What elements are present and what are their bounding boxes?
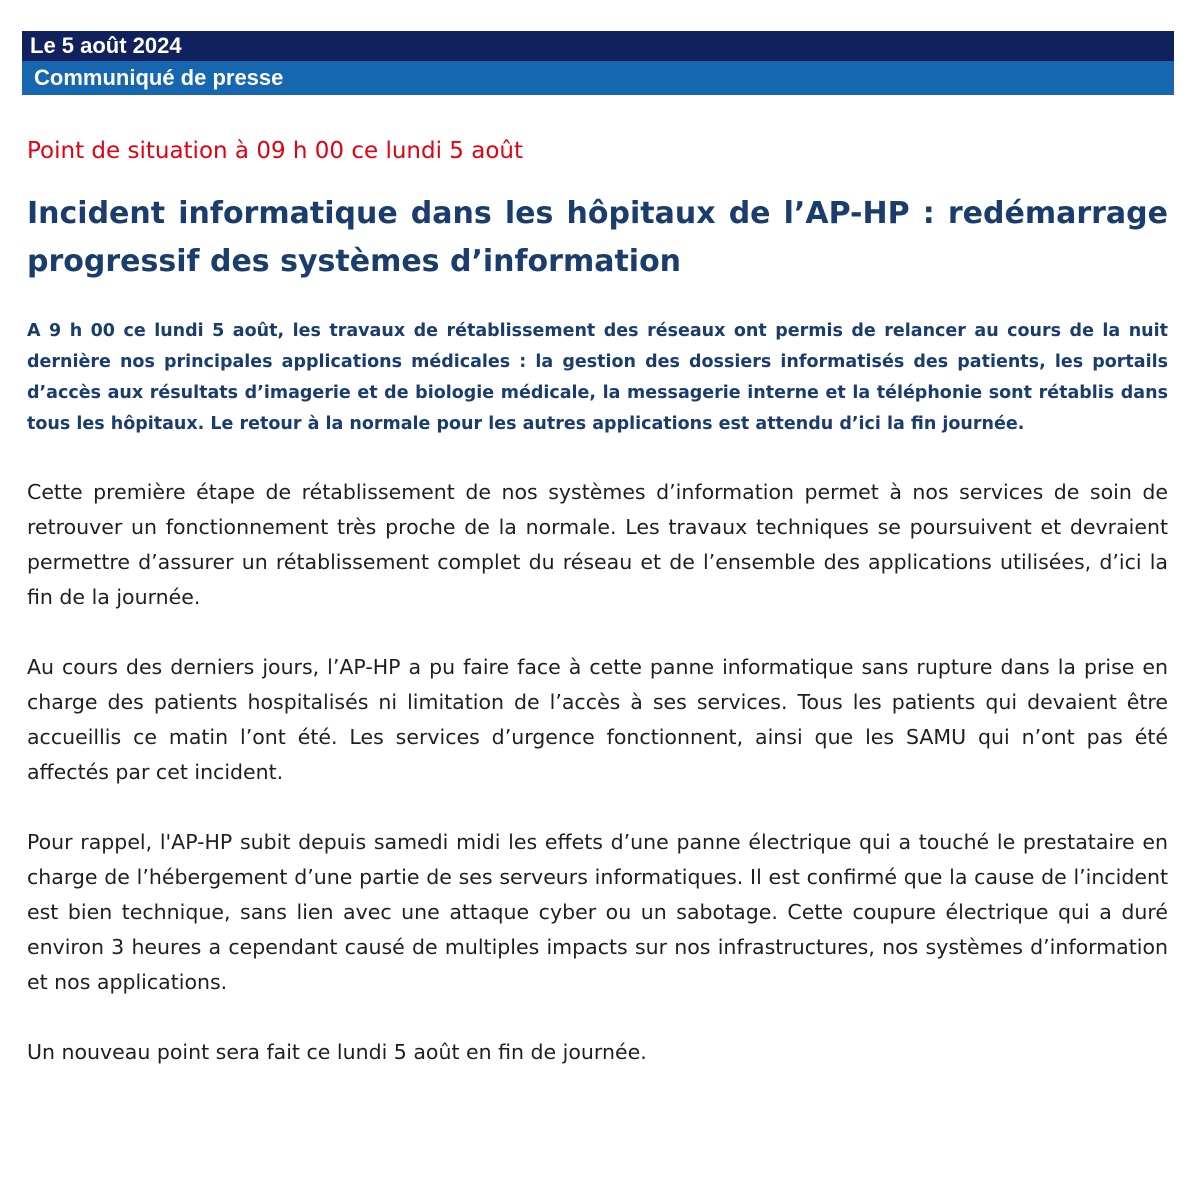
release-date: Le 5 août 2024 (22, 31, 1174, 61)
release-body (27, 130, 1168, 1070)
situation-update: Point de situation à 09 h 00 ce lundi 5 août (27, 138, 524, 164)
press-header (22, 31, 1174, 95)
body-paragraph-2: Au cours des derniers jours, l’AP-HP a pu faire face à cette panne informatique sans rupture dans la prise en charge des patients hospitalisés ni limitation de l’accès à ses services. Tous les patients qui devaient être accueillis ce matin l’ont été. Les services d’urgence fonctionnent, ainsi que les SAMU qui n’ont pas été affectés par cet incident. (27, 655, 1168, 784)
body-paragraph-1: Cette première étape de rétablissement de nos systèmes d’information permet à nos services de soin de retrouver un fonctionnement très proche de la normale. Les travaux techniques se poursuivent et devraient permettre d’assurer un rétablissement complet du réseau et de l’ensemble des applications utilisées, d’ici la fin de la journée. (27, 480, 1168, 609)
release-type: Communiqué de presse (22, 61, 1174, 95)
page-title: Incident informatique dans les hôpitaux de l’AP-HP : redémarrage progressif des systèmes d’information (27, 196, 1168, 279)
lead-paragraph: A 9 h 00 ce lundi 5 août, les travaux de rétablissement des réseaux ont permis de relancer au cours de la nuit dernière nos principales applications médicales : la gestion des dossiers informatisés des patients, les portails d’accès aux résultats d’imagerie et de biologie médicale, la messagerie interne et la téléphonie sont rétablis dans tous les hôpitaux. Le retour à la normale pour les autres applications est attendu d’ici la fin journée. (27, 321, 1168, 434)
body-paragraph-3: Pour rappel, l'AP-HP subit depuis samedi midi les effets d’une panne électrique qui a touché le prestataire en charge de l’hébergement d’une partie de ses serveurs informatiques. Il est confirmé que la cause de l’incident est bien technique, sans lien avec une attaque cyber ou un sabotage. Cette coupure électrique qui a duré environ 3 heures a cependant causé de multiples impacts sur nos infrastructures, nos systèmes d’information et nos applications. (27, 830, 1168, 994)
body-paragraph-4: Un nouveau point sera fait ce lundi 5 août en fin de journée. (27, 1040, 647, 1064)
